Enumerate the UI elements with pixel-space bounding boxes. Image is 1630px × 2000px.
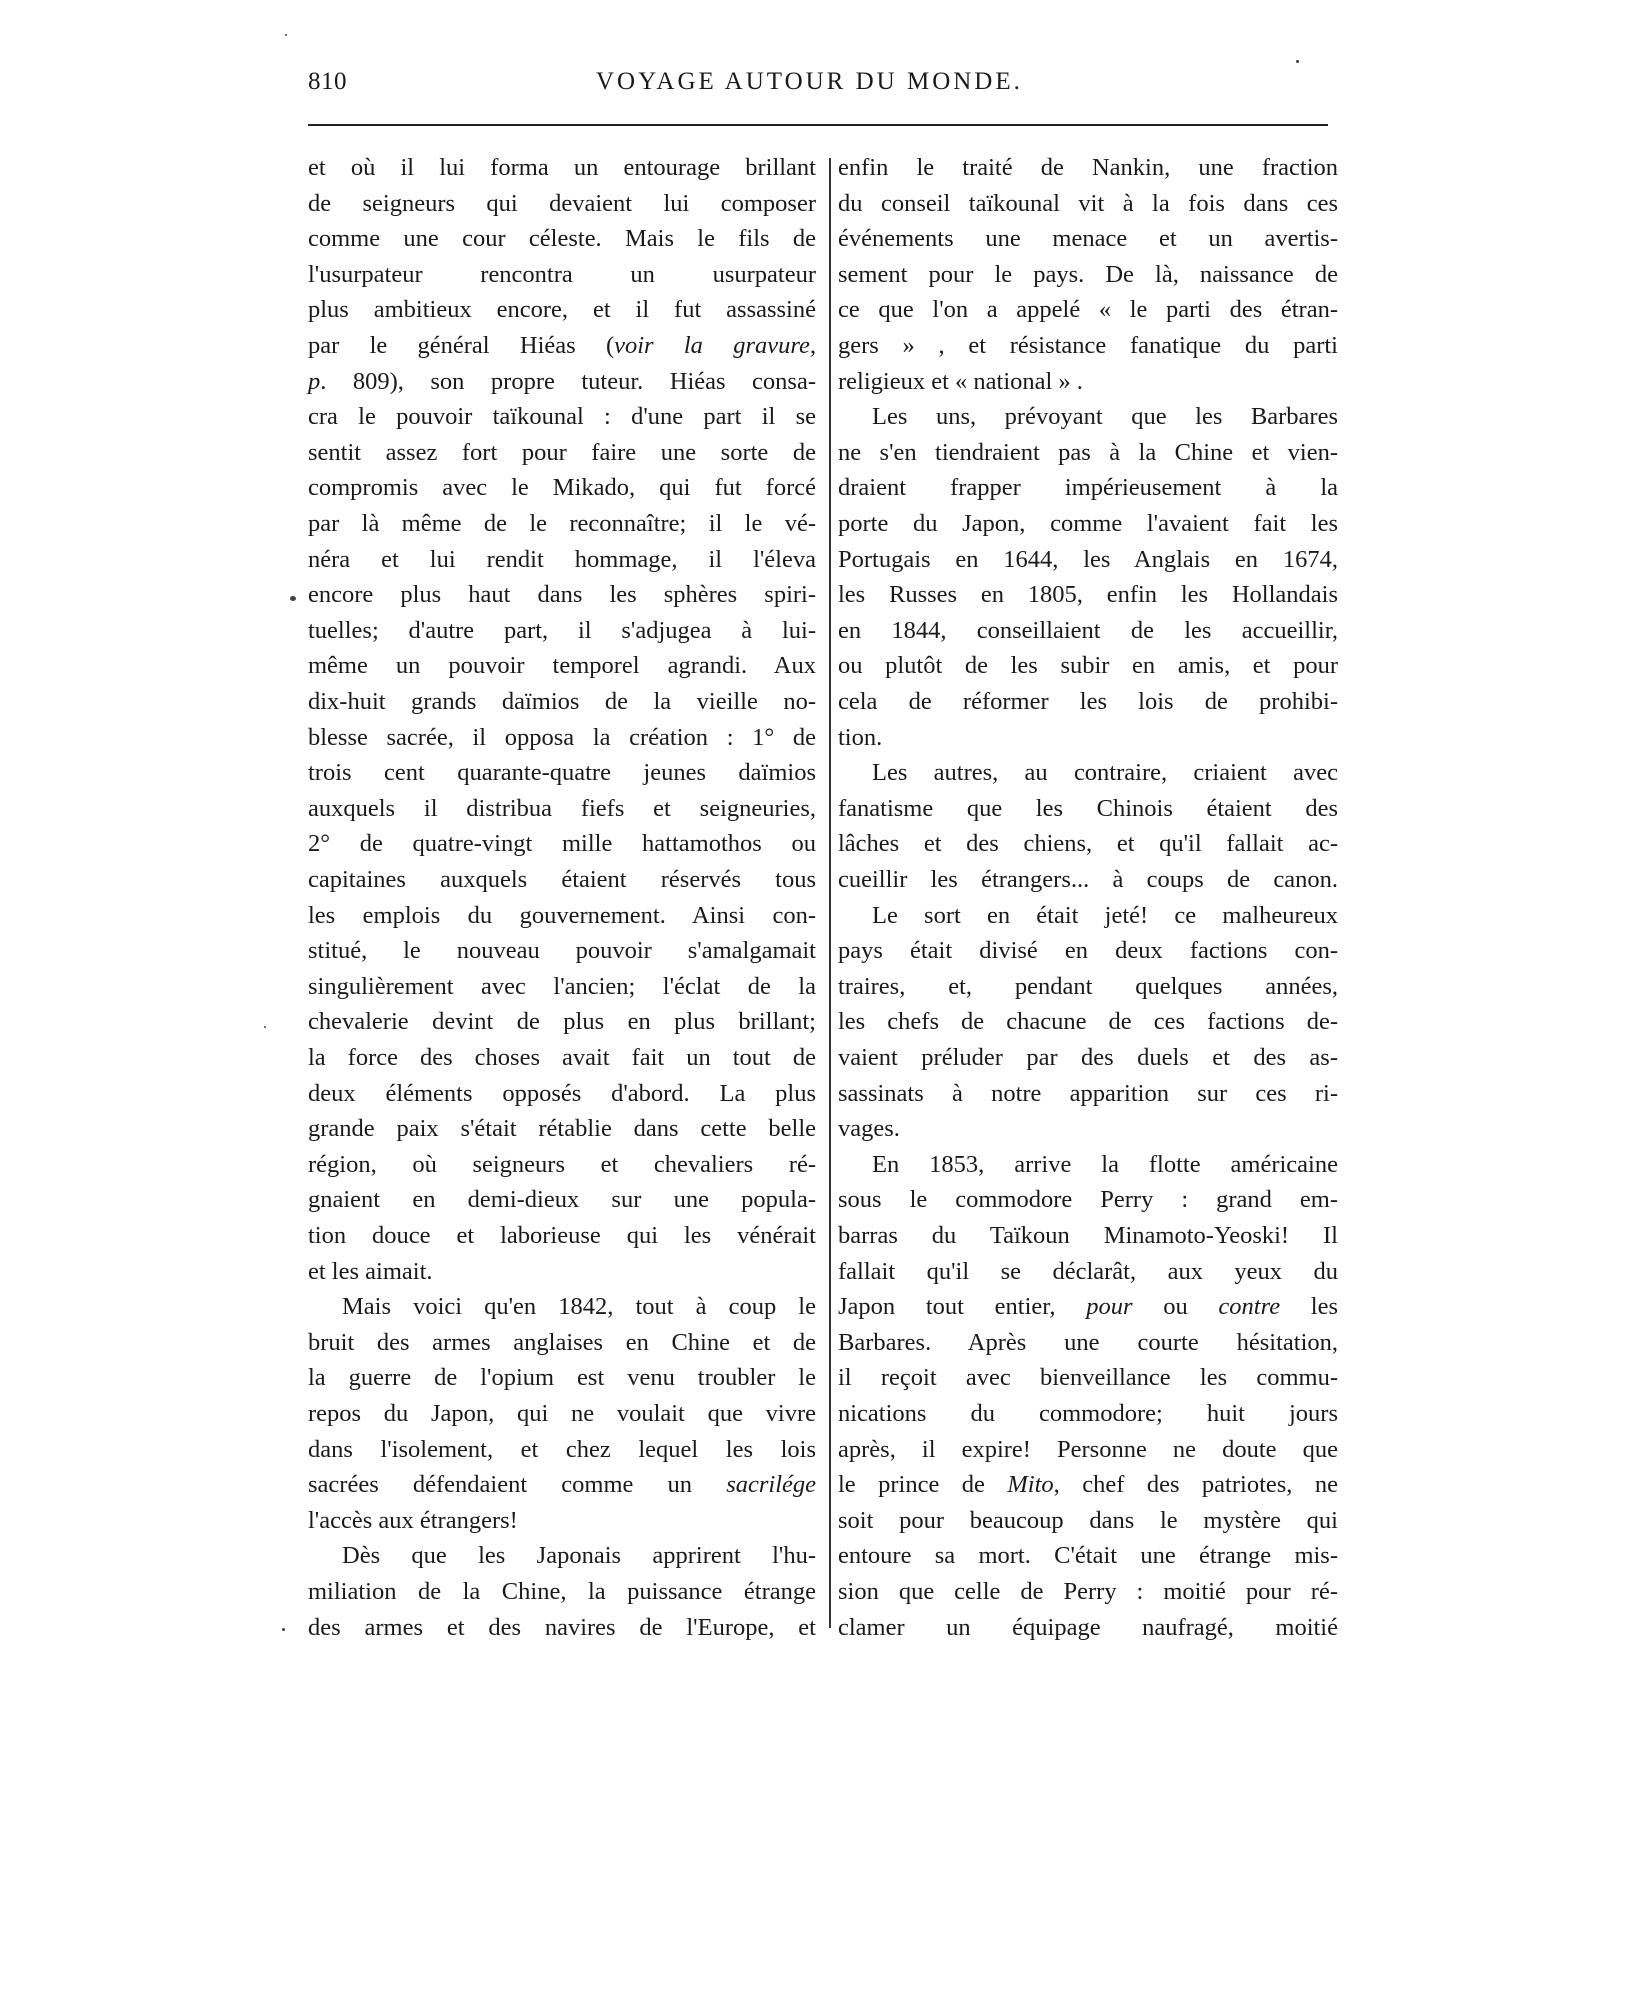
line-text: par le général Hiéas (: [308, 332, 615, 359]
line-text: le prince de: [838, 1471, 1008, 1499]
line-text: la guerre de l'opium est venu troubler le: [308, 1364, 816, 1392]
line-text: dix-huit grands daïmios de la vieille no-: [308, 688, 816, 715]
line-text: repos du Japon, qui ne voulait que vivre: [308, 1400, 816, 1427]
line-text: Le sort en était jeté! ce malheureux: [872, 901, 1338, 929]
line-text: , chef des patriotes, ne: [1053, 1471, 1338, 1499]
line-text: gers » , et résistance fanatique du parti: [838, 332, 1338, 359]
line-text: auxquels il distribua fiefs et seigneuries,: [308, 794, 816, 822]
line-text: région, où seigneurs et chevaliers ré-: [308, 1150, 816, 1178]
line-text: grande paix s'était rétablie dans cette belle: [308, 1115, 816, 1143]
text-line: [308, 1289, 816, 1325]
text-line: [838, 969, 1338, 1005]
line-text: traires, et, pendant quelques années,: [838, 972, 1338, 1000]
line-text: compromis avec le Mikado, qui fut forcé: [308, 474, 816, 502]
text-line: [838, 755, 1338, 791]
text-line: [308, 933, 816, 969]
text-line: [838, 1218, 1338, 1254]
line-text: sement pour le pays. De là, naissance de: [838, 260, 1338, 288]
line-text: les emplois du gouvernement. Ainsi con-: [308, 901, 816, 929]
line-text: encore plus haut dans les sphères spiri-: [308, 581, 816, 609]
line-text: ou: [1132, 1293, 1219, 1321]
line-text: ne s'en tiendraient pas à la Chine et vien-: [838, 438, 1338, 466]
line-text: les chefs de chacune de ces factions de-: [838, 1008, 1338, 1036]
italic-text: p: [308, 367, 321, 395]
line-text: fanatisme que les Chinois étaient des: [838, 794, 1338, 822]
column-divider: [829, 158, 831, 1628]
line-text: en 1844, conseillaient de les accueillir,: [838, 616, 1338, 644]
line-text: Dès que les Japonais apprirent l'hu-: [342, 1542, 816, 1570]
text-line: [308, 577, 816, 613]
text-line: [838, 1182, 1338, 1218]
text-line: [838, 1432, 1338, 1468]
line-text: comme une cour céleste. Mais le fils de: [308, 225, 816, 253]
text-line: [308, 399, 816, 435]
italic-text: voir la gravure,: [614, 332, 816, 359]
line-text: du conseil taïkounal vit à la fois dans ces: [838, 189, 1338, 217]
text-line: [308, 791, 816, 827]
text-line: [838, 542, 1338, 578]
line-text: Japon tout entier,: [838, 1293, 1087, 1321]
text-line: [308, 826, 816, 862]
line-text: les: [1280, 1293, 1339, 1321]
text-line: [838, 791, 1338, 827]
line-text: fallait qu'il se déclarât, aux yeux du: [838, 1257, 1338, 1285]
text-line: [838, 1325, 1338, 1361]
line-text: par là même de le reconnaître; il le vé-: [308, 510, 816, 537]
line-text: Les autres, au contraire, criaient avec: [872, 759, 1338, 787]
line-text: . 809), son propre tuteur. Hiéas consa-: [320, 367, 816, 395]
line-text: Les uns, prévoyant que les Barbares: [872, 403, 1338, 431]
line-text: sassinats à notre apparition sur ces ri-: [838, 1079, 1338, 1107]
text-line: [308, 257, 816, 293]
text-line: [838, 1396, 1338, 1432]
text-line: [838, 186, 1338, 222]
text-line: [308, 720, 816, 756]
scan-speck: [282, 1628, 285, 1631]
italic-text: contre: [1218, 1293, 1281, 1321]
text-line: [308, 1467, 816, 1503]
line-text: enfin le traité de Nankin, une fraction: [838, 154, 1338, 181]
text-line: [308, 898, 816, 934]
text-line: [838, 506, 1338, 542]
line-text: après, il expire! Personne ne doute que: [838, 1435, 1338, 1463]
text-line: [308, 648, 816, 684]
line-text: deux éléments opposés d'abord. La plus: [308, 1079, 816, 1107]
text-line: [308, 1574, 816, 1610]
text-line: [838, 1004, 1338, 1040]
text-line: [308, 1076, 816, 1112]
text-line: [838, 1538, 1338, 1574]
line-text: dans l'isolement, et chez lequel les lois: [308, 1435, 816, 1463]
text-line: [308, 1396, 816, 1432]
text-line: [308, 1040, 816, 1076]
text-line: [838, 328, 1338, 364]
text-line: [838, 399, 1338, 435]
text-line: [308, 684, 816, 720]
text-line: [838, 898, 1338, 934]
text-line: [838, 150, 1338, 186]
line-text: plus ambitieux encore, et il fut assassiné: [308, 296, 816, 324]
line-text: barras du Taïkoun Minamoto-Yeoski! Il: [838, 1222, 1338, 1249]
text-line: [838, 1610, 1338, 1646]
line-text: stitué, le nouveau pouvoir s'amalgamait: [308, 937, 816, 965]
text-line: [308, 969, 816, 1005]
italic-text: Mito: [1007, 1471, 1054, 1499]
line-text: clamer un équipage naufragé, moitié: [838, 1613, 1338, 1641]
text-line: [838, 862, 1338, 898]
line-text: la force des choses avait fait un tout de: [308, 1044, 816, 1071]
text-line: [308, 755, 816, 791]
text-line: [838, 684, 1338, 720]
line-text: Portugais en 1644, les Anglais en 1674,: [838, 545, 1338, 573]
line-text: nications du commodore; huit jours: [838, 1400, 1338, 1427]
line-text: capitaines auxquels étaient réservés tous: [308, 866, 816, 893]
line-text: En 1853, arrive la flotte américaine: [872, 1150, 1338, 1178]
line-text: l'usurpateur rencontra un usurpateur: [308, 260, 816, 288]
scan-speck: [264, 1026, 266, 1028]
line-text: draient frapper impérieusement à la: [838, 474, 1338, 502]
text-line: [308, 1218, 816, 1254]
scan-speck: [285, 34, 287, 36]
line-text: sentit assez fort pour faire une sorte de: [308, 438, 816, 466]
text-line: [308, 1004, 816, 1040]
line-text: même un pouvoir temporel agrandi. Aux: [308, 652, 816, 680]
page-number: 810: [308, 68, 347, 95]
text-line: [308, 542, 816, 578]
text-line: [838, 292, 1338, 328]
line-text: il reçoit avec bienveillance les commu-: [838, 1364, 1338, 1392]
text-line: [838, 577, 1338, 613]
text-line: [308, 1503, 816, 1539]
text-line: [308, 1610, 816, 1646]
text-line: [308, 506, 816, 542]
text-line: [308, 1325, 816, 1361]
line-text: vaient préluder par des duels et des as-: [838, 1044, 1338, 1071]
text-line: [308, 150, 816, 186]
line-text: des armes et des navires de l'Europe, et: [308, 1613, 816, 1641]
line-text: pays était divisé en deux factions con-: [838, 937, 1338, 965]
line-text: cueillir les étrangers... à coups de canon.: [838, 866, 1338, 893]
line-text: religieux et « national » .: [838, 367, 1083, 395]
header-rule: [308, 124, 1328, 126]
text-line: [308, 1538, 816, 1574]
text-line: [838, 1360, 1338, 1396]
line-text: singulièrement avec l'ancien; l'éclat de la: [308, 972, 816, 1000]
text-line: [838, 720, 1338, 756]
text-line: [838, 613, 1338, 649]
text-line: [308, 1111, 816, 1147]
text-line: [308, 1254, 816, 1290]
line-text: cela de réformer les lois de prohibi-: [838, 688, 1338, 715]
line-text: Barbares. Après une courte hésitation,: [838, 1328, 1338, 1356]
line-text: tion.: [838, 723, 883, 751]
text-line: [838, 1040, 1338, 1076]
line-text: tuelles; d'autre part, il s'adjugea à lui-: [308, 616, 816, 644]
line-text: les Russes en 1805, enfin les Hollandais: [838, 581, 1338, 609]
line-text: vages.: [838, 1115, 900, 1143]
line-text: l'accès aux étrangers!: [308, 1506, 518, 1534]
line-text: tion douce et laborieuse qui les vénérait: [308, 1222, 816, 1249]
line-text: trois cent quarante-quatre jeunes daïmios: [308, 759, 816, 787]
line-text: chevalerie devint de plus en plus brillant;: [308, 1008, 816, 1036]
text-line: [308, 862, 816, 898]
line-text: soit pour beaucoup dans le mystère qui: [838, 1506, 1338, 1534]
line-text: 2° de quatre-vingt mille hattamothos ou: [308, 830, 816, 858]
text-line: [308, 613, 816, 649]
text-line: [308, 1182, 816, 1218]
line-text: néra et lui rendit hommage, il l'éleva: [308, 545, 816, 573]
line-text: et où il lui forma un entourage brillant: [308, 154, 816, 181]
line-text: cra le pouvoir taïkounal : d'une part il se: [308, 403, 816, 431]
text-line: [838, 648, 1338, 684]
line-text: sion que celle de Perry : moitié pour ré-: [838, 1578, 1338, 1605]
line-text: Mais voici qu'en 1842, tout à coup le: [342, 1293, 816, 1321]
line-text: et les aimait.: [308, 1257, 433, 1285]
text-line: [838, 221, 1338, 257]
text-line: [838, 1254, 1338, 1290]
line-text: entoure sa mort. C'était une étrange mis-: [838, 1542, 1338, 1570]
text-line: [308, 470, 816, 506]
text-line: [308, 1360, 816, 1396]
text-line: [308, 221, 816, 257]
running-title: VOYAGE AUTOUR DU MONDE.: [596, 68, 1023, 95]
line-text: de seigneurs qui devaient lui composer: [308, 189, 816, 217]
text-line: [838, 364, 1338, 400]
line-text: gnaient en demi-dieux sur une popula-: [308, 1186, 816, 1214]
text-line: [838, 470, 1338, 506]
text-line: [308, 328, 816, 364]
line-text: porte du Japon, comme l'avaient fait les: [838, 510, 1338, 537]
text-line: [838, 1467, 1338, 1503]
text-line: [308, 435, 816, 471]
text-line: [838, 826, 1338, 862]
line-text: sacrées défendaient comme un: [308, 1471, 727, 1499]
line-text: blesse sacrée, il opposa la création : 1° de: [308, 723, 816, 751]
text-line: [838, 1111, 1338, 1147]
text-line: [838, 1147, 1338, 1183]
text-line: [308, 1432, 816, 1468]
italic-text: sacrilége: [726, 1471, 816, 1499]
line-text: lâches et des chiens, et qu'il fallait ac-: [838, 830, 1338, 858]
line-text: ce que l'on a appelé « le parti des étran-: [838, 296, 1338, 324]
scan-speck: [290, 596, 296, 601]
line-text: ou plutôt de les subir en amis, et pour: [838, 652, 1338, 680]
text-line: [308, 292, 816, 328]
text-line: [308, 1147, 816, 1183]
line-text: bruit des armes anglaises en Chine et de: [308, 1328, 816, 1356]
line-text: sous le commodore Perry : grand em-: [838, 1186, 1338, 1214]
text-line: [838, 257, 1338, 293]
scan-speck: [1296, 60, 1299, 63]
text-line: [838, 1503, 1338, 1539]
line-text: événements une menace et un avertis-: [838, 225, 1338, 253]
text-line: [838, 1076, 1338, 1112]
text-line: [838, 1574, 1338, 1610]
text-line: [838, 435, 1338, 471]
italic-text: pour: [1086, 1293, 1133, 1321]
text-line: [838, 933, 1338, 969]
text-line: [308, 186, 816, 222]
page-header: [308, 68, 1328, 108]
text-line: [838, 1289, 1338, 1325]
text-line: [308, 364, 816, 400]
line-text: miliation de la Chine, la puissance étrange: [308, 1578, 816, 1605]
